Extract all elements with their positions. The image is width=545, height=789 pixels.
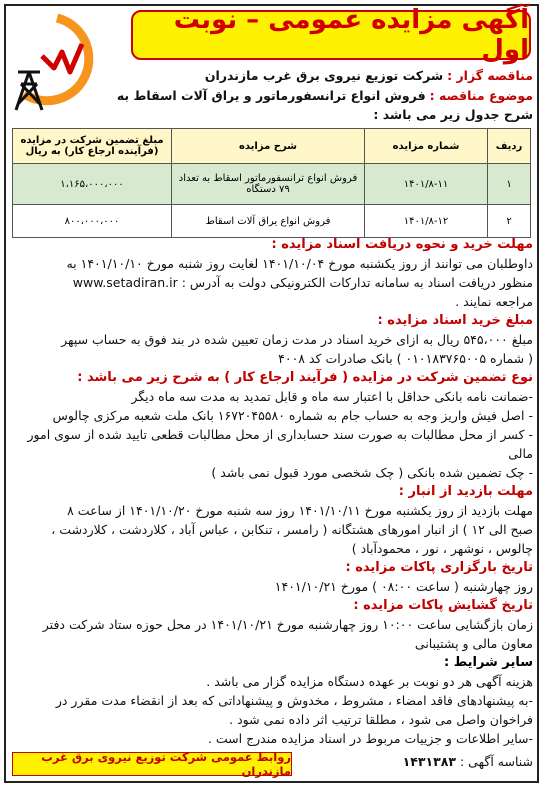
opening-date-heading: تاریخ گشایش پاکات مزایده :	[353, 598, 533, 613]
table-header-row	[13, 129, 531, 164]
title-banner	[131, 5, 531, 65]
col-number-header: شماره مزایده	[365, 129, 488, 164]
purchase-deadline-heading: مهلت خرید و نحوه دریافت اسناد مزایده :	[271, 237, 533, 252]
opening-date-text: زمان بازگشایی ساعت ۱۰:۰۰ روز چهارشنبه مورخ ۱۴۰۱/۱۰/۲۱ در محل حوزه ستاد شرکت دفتر	[42, 617, 533, 632]
warehouse-visit-text: چالوس ، نوشهر ، نور ، محمودآباد )	[351, 541, 533, 556]
guarantee-type-text: -ضمانت نامه بانکی حداقل با اعتبار سه ماه و قابل تمدید به مدت سه ماه دیگر	[131, 389, 533, 404]
row-index: ۲	[488, 205, 531, 238]
warehouse-visit-heading: مهلت بازدید از انبار :	[398, 484, 533, 499]
warehouse-visit-text: صبح الی ۱۲ ) از انبار امورهای هشتگانه ( رامسر ، تنکابن ، عباس آباد ، کلاردشت ، کلاردشت ،	[51, 522, 533, 537]
col-row-header: ردیف	[488, 129, 531, 164]
auction-items-table	[12, 128, 531, 238]
col-description-header: شرح مزایده	[172, 129, 365, 164]
ad-title: آگهی مزایده عمومی – نوبت اول	[173, 5, 529, 65]
table-row	[13, 205, 531, 238]
purchase-deadline-text: مراجعه نمایند .	[455, 294, 533, 309]
ad-id-label: شناسه آگهی :	[460, 754, 533, 769]
ad-id-line	[403, 754, 533, 769]
document-price-text: ( شماره ۰۱۰۱۸۳۷۶۵۰۰۵ ) بانک صادرات کد ۴۰۰۸	[278, 351, 533, 366]
footer-banner	[12, 752, 292, 776]
guarantee-amount: ۸۰۰،۰۰۰،۰۰۰	[13, 205, 172, 238]
auction-description: فروش انواع یراق آلات اسقاط	[172, 205, 365, 238]
other-conditions-text: فراخوان واصل می شود ، مطلقا ترتیب اثر داده نمی شود .	[229, 712, 533, 727]
guarantee-type-text: - اصل فیش واریز وجه به حساب جام به شماره ۱۶۷۲۰۴۵۵۸۰ بانک ملت شعبه مرکزی چالوس	[52, 408, 533, 423]
document-price-heading: مبلغ خرید اسناد مزایده :	[377, 313, 533, 328]
upload-date-text: روز چهارشنبه ( ساعت ۰۸:۰۰ ) مورخ ۱۴۰۱/۱۰/۲۱	[274, 579, 533, 594]
subject-text: فروش انواع ترانسفورماتور و یراق آلات اسقاط به	[116, 88, 426, 103]
guarantee-type-text: - کسر از محل مطالبات به صورت سند حسابداری از محل مطالبات قطعی تایید شده از سوی امور	[27, 427, 533, 442]
organizer-name: شرکت توزیع نیروی برق غرب مازندران	[204, 68, 444, 83]
opening-date-text: معاون مالی و پشتیبانی	[414, 636, 533, 651]
col-guarantee-header: مبلغ تضمین شرکت در مزایده (فرآینده ارجاع کار) به ریال	[13, 129, 172, 164]
subject-line	[117, 88, 533, 103]
guarantee-amount: ۱،۱۶۵،۰۰۰،۰۰۰	[13, 164, 172, 205]
other-conditions-text: هزینه آگهی هر دو نوبت بر عهده دستگاه مزایده گزار می باشد .	[206, 674, 533, 689]
guarantee-type-text: - چک تضمین شده بانکی ( چک شخصی مورد قبول نمی باشد )	[211, 465, 533, 480]
auction-description: فروش انواع ترانسفورماتور اسقاط به تعداد ۷۹ دستگاه	[172, 164, 365, 205]
other-conditions-heading: سایر شرایط :	[443, 655, 533, 670]
row-index: ۱	[488, 164, 531, 205]
organizer-line	[205, 68, 533, 83]
ad-id-value: ۱۴۳۱۳۸۳	[402, 754, 457, 769]
table-row	[13, 164, 531, 205]
purchase-deadline-text: داوطلبان می توانند از روز یکشنبه مورخ ۱۴۰۱/۱۰/۰۴ لغایت روز شنبه مورخ ۱۴۰۱/۱۰/۱۰ به	[66, 256, 533, 271]
subject-label: موضوع مناقصه :	[429, 88, 533, 103]
warehouse-visit-text: مهلت بازدید از روز یکشنبه مورخ ۱۴۰۱/۱۰/۱۱ روز سه شنبه مورخ ۱۴۰۱/۱۰/۲۰ از ساعت ۸	[67, 503, 533, 518]
auction-number: ۱۴۰۱/۸-۱۱	[365, 164, 488, 205]
purchase-deadline-text: منظور دریافت اسناد به سامانه تدارکات الکترونیکی دولت به آدرس : www.setadiran.ir	[72, 275, 533, 290]
upload-date-heading: تاریخ بارگزاری پاکات مزایده :	[345, 560, 533, 575]
other-conditions-text: -به پیشنهادهای فاقد امضاء ، مشروط ، مخدوش و پیشنهاداتی که بعد از انقضاء مدت مقرر در	[55, 693, 533, 708]
guarantee-type-text: مالی	[508, 446, 533, 461]
organizer-label: مناقصه گزار :	[447, 68, 533, 83]
other-conditions-text: -سایر اطلاعات و جزییات مربوط در اسناد مزایده مندرج است .	[207, 731, 533, 746]
company-logo	[12, 14, 102, 112]
guarantee-type-heading: نوع تضمین شرکت در مزایده ( فرآیند ارجاع کار ) به شرح زیر می باشد :	[77, 370, 533, 385]
subject-continuation: شرح جدول زیر می باشد :	[373, 107, 533, 122]
footer-text: روابط عمومی شرکت توزیع نیروی برق غرب مازندران	[41, 750, 291, 778]
document-price-text: مبلغ ۵۴۵،۰۰۰ ریال به ازای خرید اسناد در مدت زمان تعیین شده در بند فوق به حساب سپهر	[61, 332, 533, 347]
auction-number: ۱۴۰۱/۸-۱۲	[365, 205, 488, 238]
